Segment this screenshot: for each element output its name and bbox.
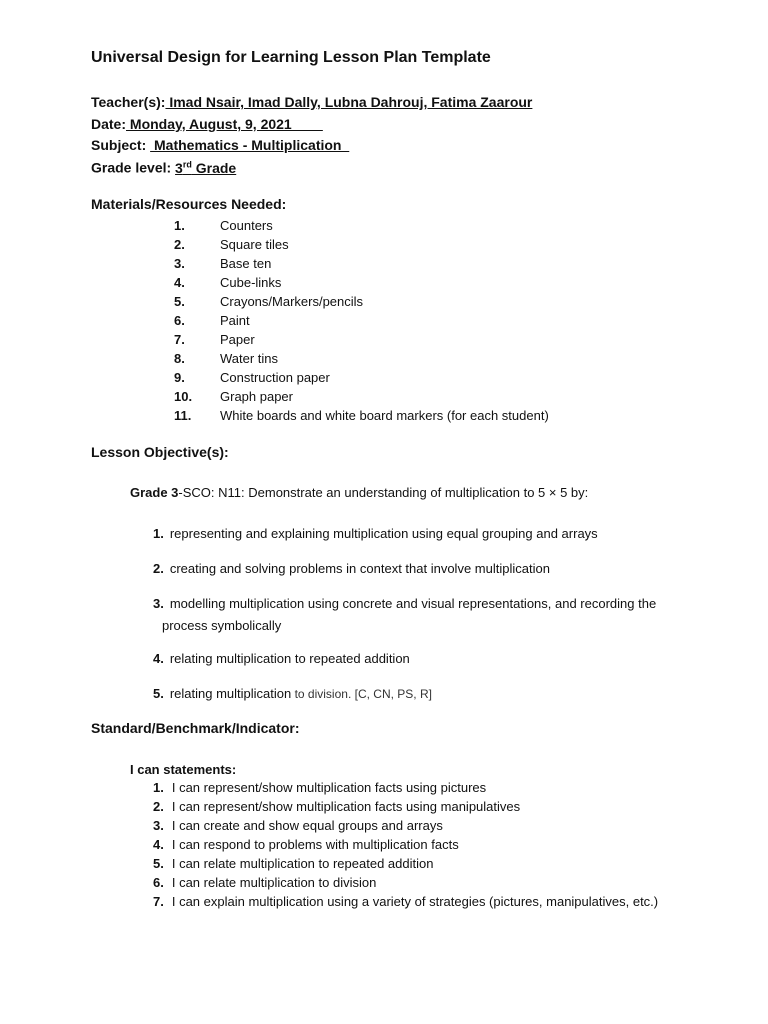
ican-number: 4. [153,837,164,852]
objective-number: 1. [153,526,164,541]
material-text: Cube-links [220,275,282,290]
objective-intro [130,485,588,500]
material-item [174,293,363,311]
ican-number: 2. [153,799,164,814]
material-number: 8. [174,351,185,366]
ican-text: I can relate multiplication to division [171,875,377,890]
material-number: 7. [174,332,185,347]
material-text: Graph paper [220,389,293,404]
teacher-label: Teacher(s): [91,94,166,110]
ican-text: I can explain multiplication using a variety of strategies (pictures, manipulatives, etc.) [171,894,659,909]
material-text: Paint [220,313,250,328]
teacher-field [91,94,532,110]
standard-heading: Standard/Benchmark/Indicator: [91,720,300,736]
material-text: Water tins [220,351,279,366]
material-text: Construction paper [220,370,330,385]
grade-label: Grade level: [91,159,176,176]
material-number: 6. [174,313,185,328]
ican-item [153,856,433,871]
material-number: 9. [174,370,185,385]
subject-label: Subject: [91,137,151,153]
material-item [174,331,255,349]
material-text: White boards and white board markers (for each student) [220,408,549,423]
materials-heading: Materials/Resources Needed: [91,196,287,212]
ican-item [153,799,520,814]
material-item [174,407,549,425]
objectives-heading: Lesson Objective(s): [91,444,229,460]
material-number: 5. [174,294,185,309]
objective-text: relating multiplication to repeated addition [169,651,410,666]
date-field [91,116,323,132]
ican-text: I can respond to problems with multiplication facts [171,837,459,852]
ican-number: 7. [153,894,164,909]
subject-value: Mathematics - Multiplication [150,137,350,153]
material-number: 10. [174,389,193,404]
material-item [174,369,330,387]
material-item [174,217,273,235]
objective-continuation: process symbolically [162,618,282,633]
grade-field [91,159,236,176]
objective-sco: -SCO: N11: Demonstrate an understanding of multiplication to 5 × 5 by: [178,485,589,500]
ican-text: I can create and show equal groups and arrays [171,818,443,833]
material-text: Counters [220,218,273,233]
subject-field [91,137,349,153]
material-item [174,312,250,330]
material-number: 1. [174,218,185,233]
ican-item [153,818,443,833]
material-item [174,350,278,368]
material-number: 11. [174,408,192,423]
objective-text-small: to division. [C, CN, PS, R] [291,687,432,701]
teacher-value: Imad Nsair, Imad Dally, Lubna Dahrouj, Fatima Zaarour [165,94,533,110]
ican-text: I can represent/show multiplication facts using manipulatives [171,799,521,814]
ican-item [153,837,459,852]
grade-suffix: rd [182,159,192,169]
document-title: Universal Design for Learning Lesson Plan Template [91,49,491,66]
objective-text: modelling multiplication using concrete and visual representations, and recording the [169,596,657,611]
ican-item [153,780,486,795]
ican-text: I can represent/show multiplication facts using pictures [171,780,487,795]
ican-item [153,894,658,909]
ican-item [153,875,376,890]
ican-number: 5. [153,856,164,871]
objective-number: 2. [153,561,164,576]
objective-number: 4. [153,651,164,666]
material-text: Crayons/Markers/pencils [220,294,364,309]
objective-text: representing and explaining multiplication using equal grouping and arrays [169,526,598,541]
date-label: Date: [91,116,127,132]
objective-item [153,596,656,611]
objective-item [153,526,598,541]
material-text: Paper [220,332,255,347]
date-value: Monday, August, 9, 2021 [126,116,323,132]
objective-number: 3. [153,596,164,611]
material-number: 4. [174,275,185,290]
ican-number: 6. [153,875,164,890]
material-item [174,236,289,254]
ican-number: 1. [153,780,164,795]
objective-text: creating and solving problems in context that involve multiplication [169,561,550,576]
objective-grade: Grade 3 [130,485,179,500]
ican-heading: I can statements: [130,762,237,777]
material-item [174,274,281,292]
grade-number: 3 [175,159,183,176]
material-item [174,388,293,406]
objective-item [153,651,410,666]
material-number: 3. [174,256,185,271]
objective-item [153,561,550,576]
ican-number: 3. [153,818,164,833]
ican-text: I can relate multiplication to repeated addition [171,856,434,871]
objective-item [153,686,432,701]
material-text: Square tiles [220,237,289,252]
objective-text: relating multiplication [169,686,292,701]
objective-number: 5. [153,686,164,701]
material-text: Base ten [220,256,272,271]
grade-rest: Grade [191,159,237,176]
material-item [174,255,271,273]
material-number: 2. [174,237,185,252]
